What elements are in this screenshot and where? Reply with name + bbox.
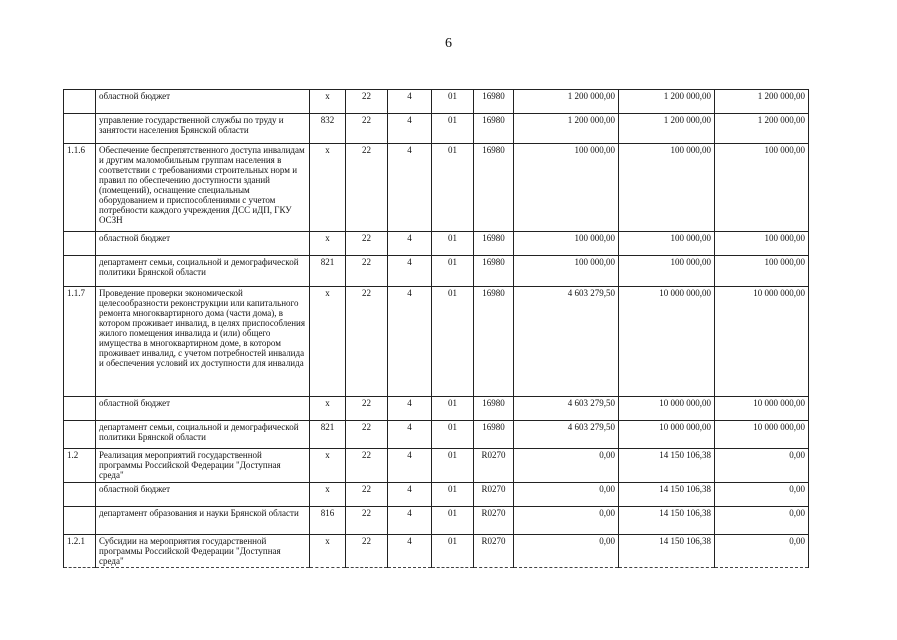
section-code-cell: 22 bbox=[346, 287, 388, 397]
item-number-cell bbox=[64, 397, 96, 421]
program-code-cell: 01 bbox=[432, 397, 474, 421]
amount-year2-cell: 14 150 106,38 bbox=[619, 507, 715, 535]
amount-year1-cell: 100 000,00 bbox=[514, 144, 619, 232]
amount-year3-cell: 10 000 000,00 bbox=[715, 287, 809, 397]
section-code-cell: 22 bbox=[346, 144, 388, 232]
table-row bbox=[64, 114, 809, 144]
amount-year1-cell: 4 603 279,50 bbox=[514, 421, 619, 449]
item-number-cell bbox=[64, 507, 96, 535]
direction-code-cell: R0270 bbox=[474, 507, 514, 535]
program-code-cell: 01 bbox=[432, 507, 474, 535]
item-name-cell: департамент образования и науки Брянской области bbox=[96, 507, 310, 535]
grbs-code-cell: x bbox=[310, 397, 346, 421]
amount-year2-cell: 14 150 106,38 bbox=[619, 483, 715, 507]
item-name-cell: Субсидии на мероприятия государственной программы Российской Федерации "Доступная среда" bbox=[96, 535, 310, 568]
direction-code-cell: 16980 bbox=[474, 144, 514, 232]
amount-year3-cell: 0,00 bbox=[715, 449, 809, 483]
amount-year2-cell: 14 150 106,38 bbox=[619, 535, 715, 568]
item-number-cell bbox=[64, 256, 96, 287]
table-row bbox=[64, 421, 809, 449]
amount-year1-cell: 1 200 000,00 bbox=[514, 114, 619, 144]
amount-year1-cell: 0,00 bbox=[514, 507, 619, 535]
budget-table bbox=[63, 89, 809, 568]
amount-year3-cell: 0,00 bbox=[715, 507, 809, 535]
amount-year2-cell: 14 150 106,38 bbox=[619, 449, 715, 483]
amount-year3-cell: 0,00 bbox=[715, 483, 809, 507]
program-code-cell: 01 bbox=[432, 256, 474, 287]
amount-year2-cell: 10 000 000,00 bbox=[619, 421, 715, 449]
amount-year2-cell: 10 000 000,00 bbox=[619, 287, 715, 397]
table-row bbox=[64, 232, 809, 256]
item-number-cell: 1.2.1 bbox=[64, 535, 96, 568]
item-name-cell: Обеспечение беспрепятственного доступа инвалидам и другим маломобильным группам населения в соответствии с требованиями строительных норм и правил по обеспечению доступности зданий (помещений), оснащение специальным оборудованием и приспособлениями с учетом потребности каждого учреждения ДСС иДП, ГКУ ОСЗН bbox=[96, 144, 310, 232]
amount-year3-cell: 0,00 bbox=[715, 535, 809, 568]
grbs-code-cell: x bbox=[310, 449, 346, 483]
amount-year1-cell: 100 000,00 bbox=[514, 232, 619, 256]
amount-year1-cell: 0,00 bbox=[514, 483, 619, 507]
grbs-code-cell: x bbox=[310, 483, 346, 507]
subsection-code-cell: 4 bbox=[388, 535, 432, 568]
amount-year3-cell: 100 000,00 bbox=[715, 144, 809, 232]
program-code-cell: 01 bbox=[432, 144, 474, 232]
item-name-cell: областной бюджет bbox=[96, 397, 310, 421]
subsection-code-cell: 4 bbox=[388, 449, 432, 483]
table-row bbox=[64, 397, 809, 421]
subsection-code-cell: 4 bbox=[388, 144, 432, 232]
item-name-cell: областной бюджет bbox=[96, 232, 310, 256]
amount-year1-cell: 4 603 279,50 bbox=[514, 397, 619, 421]
item-name-cell: областной бюджет bbox=[96, 483, 310, 507]
program-code-cell: 01 bbox=[432, 483, 474, 507]
grbs-code-cell: 816 bbox=[310, 507, 346, 535]
table-row bbox=[64, 287, 809, 397]
amount-year1-cell: 0,00 bbox=[514, 449, 619, 483]
subsection-code-cell: 4 bbox=[388, 114, 432, 144]
item-number-cell: 1.1.6 bbox=[64, 144, 96, 232]
amount-year1-cell: 4 603 279,50 bbox=[514, 287, 619, 397]
direction-code-cell: 16980 bbox=[474, 232, 514, 256]
direction-code-cell: 16980 bbox=[474, 287, 514, 397]
section-code-cell: 22 bbox=[346, 256, 388, 287]
direction-code-cell: 16980 bbox=[474, 397, 514, 421]
subsection-code-cell: 4 bbox=[388, 232, 432, 256]
amount-year3-cell: 1 200 000,00 bbox=[715, 90, 809, 114]
direction-code-cell: R0270 bbox=[474, 449, 514, 483]
amount-year3-cell: 10 000 000,00 bbox=[715, 397, 809, 421]
amount-year2-cell: 100 000,00 bbox=[619, 144, 715, 232]
section-code-cell: 22 bbox=[346, 232, 388, 256]
item-number-cell bbox=[64, 90, 96, 114]
direction-code-cell: R0270 bbox=[474, 483, 514, 507]
grbs-code-cell: x bbox=[310, 90, 346, 114]
direction-code-cell: 16980 bbox=[474, 90, 514, 114]
subsection-code-cell: 4 bbox=[388, 483, 432, 507]
subsection-code-cell: 4 bbox=[388, 507, 432, 535]
section-code-cell: 22 bbox=[346, 507, 388, 535]
item-name-cell: областной бюджет bbox=[96, 90, 310, 114]
amount-year3-cell: 100 000,00 bbox=[715, 256, 809, 287]
amount-year2-cell: 100 000,00 bbox=[619, 256, 715, 287]
amount-year2-cell: 1 200 000,00 bbox=[619, 90, 715, 114]
section-code-cell: 22 bbox=[346, 421, 388, 449]
grbs-code-cell: 832 bbox=[310, 114, 346, 144]
item-number-cell: 1.2 bbox=[64, 449, 96, 483]
grbs-code-cell: 821 bbox=[310, 256, 346, 287]
amount-year2-cell: 1 200 000,00 bbox=[619, 114, 715, 144]
amount-year1-cell: 100 000,00 bbox=[514, 256, 619, 287]
section-code-cell: 22 bbox=[346, 90, 388, 114]
subsection-code-cell: 4 bbox=[388, 397, 432, 421]
program-code-cell: 01 bbox=[432, 535, 474, 568]
section-code-cell: 22 bbox=[346, 114, 388, 144]
section-code-cell: 22 bbox=[346, 449, 388, 483]
amount-year3-cell: 1 200 000,00 bbox=[715, 114, 809, 144]
amount-year2-cell: 10 000 000,00 bbox=[619, 397, 715, 421]
program-code-cell: 01 bbox=[432, 114, 474, 144]
subsection-code-cell: 4 bbox=[388, 287, 432, 397]
direction-code-cell: 16980 bbox=[474, 421, 514, 449]
amount-year1-cell: 0,00 bbox=[514, 535, 619, 568]
table-row bbox=[64, 507, 809, 535]
section-code-cell: 22 bbox=[346, 483, 388, 507]
item-name-cell: управление государственной службы по труду и занятости населения Брянской области bbox=[96, 114, 310, 144]
program-code-cell: 01 bbox=[432, 232, 474, 256]
amount-year2-cell: 100 000,00 bbox=[619, 232, 715, 256]
table-row bbox=[64, 256, 809, 287]
budget-table-body bbox=[64, 90, 809, 568]
program-code-cell: 01 bbox=[432, 287, 474, 397]
grbs-code-cell: x bbox=[310, 232, 346, 256]
item-name-cell: Проведение проверки экономической целесообразности реконструкции или капитального ремонта многоквартирного дома (части дома), в котором проживает инвалид, в целях приспособления жилого помещения инвалида и (или) общего имущества в многоквартирном доме, в котором проживает инвалид, с учетом потребностей инвалида и обеспечения условий их доступности для инвалида bbox=[96, 287, 310, 397]
section-code-cell: 22 bbox=[346, 535, 388, 568]
table-row bbox=[64, 483, 809, 507]
program-code-cell: 01 bbox=[432, 90, 474, 114]
direction-code-cell: 16980 bbox=[474, 256, 514, 287]
grbs-code-cell: 821 bbox=[310, 421, 346, 449]
table-row bbox=[64, 90, 809, 114]
amount-year3-cell: 10 000 000,00 bbox=[715, 421, 809, 449]
item-number-cell: 1.1.7 bbox=[64, 287, 96, 397]
subsection-code-cell: 4 bbox=[388, 421, 432, 449]
program-code-cell: 01 bbox=[432, 449, 474, 483]
program-code-cell: 01 bbox=[432, 421, 474, 449]
item-name-cell: департамент семьи, социальной и демографической политики Брянской области bbox=[96, 256, 310, 287]
subsection-code-cell: 4 bbox=[388, 90, 432, 114]
grbs-code-cell: x bbox=[310, 144, 346, 232]
item-number-cell bbox=[64, 421, 96, 449]
table-row bbox=[64, 535, 809, 568]
amount-year3-cell: 100 000,00 bbox=[715, 232, 809, 256]
amount-year1-cell: 1 200 000,00 bbox=[514, 90, 619, 114]
direction-code-cell: R0270 bbox=[474, 535, 514, 568]
grbs-code-cell: x bbox=[310, 287, 346, 397]
item-number-cell bbox=[64, 114, 96, 144]
section-code-cell: 22 bbox=[346, 397, 388, 421]
item-name-cell: департамент семьи, социальной и демографической политики Брянской области bbox=[96, 421, 310, 449]
grbs-code-cell: x bbox=[310, 535, 346, 568]
item-number-cell bbox=[64, 483, 96, 507]
page-number: 6 bbox=[445, 36, 452, 51]
table-row bbox=[64, 449, 809, 483]
direction-code-cell: 16980 bbox=[474, 114, 514, 144]
item-name-cell: Реализация мероприятий государственной программы Российской Федерации "Доступная среда" bbox=[96, 449, 310, 483]
subsection-code-cell: 4 bbox=[388, 256, 432, 287]
item-number-cell bbox=[64, 232, 96, 256]
table-row bbox=[64, 144, 809, 232]
